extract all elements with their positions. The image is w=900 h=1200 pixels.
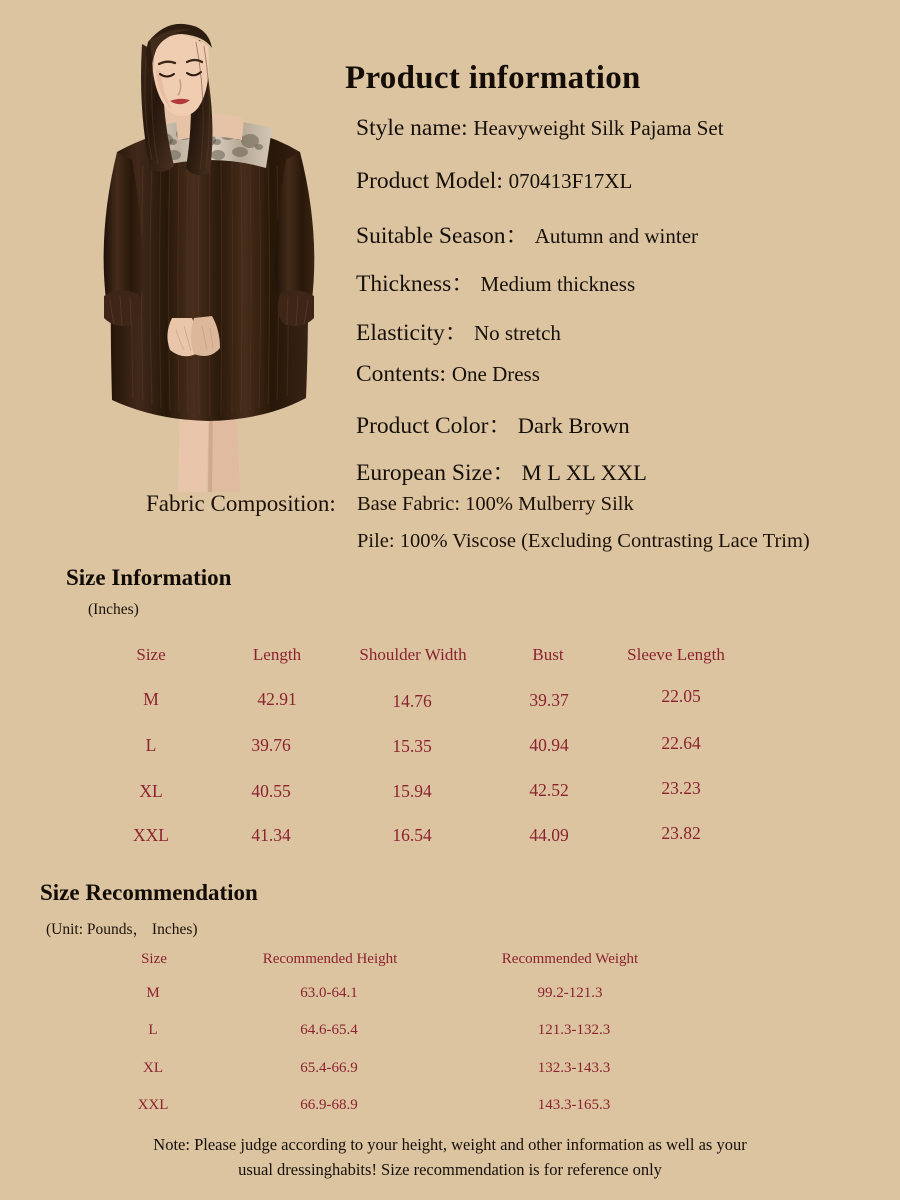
table-header-cell: Length xyxy=(252,645,302,664)
spec-label: European Size： xyxy=(356,460,516,486)
fabric-pile-line: Pile: 100% Viscose (Excluding Contrasting Lace Trim) xyxy=(357,530,810,552)
table-row: 66.9-68.9 xyxy=(300,1097,358,1113)
spec-value: No stretch xyxy=(474,321,561,345)
size-recommendation-unit: (Unit: Pounds， Inches) xyxy=(46,921,198,938)
table-header-cell: Recommended Height xyxy=(262,951,398,967)
spec-thickness xyxy=(356,264,635,298)
spec-label: Thickness： xyxy=(356,271,475,297)
table-row: 22.64 xyxy=(661,733,701,753)
size-information-heading: Size Information xyxy=(66,565,232,590)
spec-value: Autumn and winter xyxy=(534,224,699,248)
fabric-base-line: Base Fabric: 100% Mulberry Silk xyxy=(357,493,634,515)
table-row: XL xyxy=(139,781,163,801)
spec-label: Style name: xyxy=(356,115,468,141)
table-row: 40.55 xyxy=(251,781,291,801)
spec-value: 070413F17XL xyxy=(508,169,633,193)
table-row: 143.3-165.3 xyxy=(537,1097,611,1113)
footer-note xyxy=(0,1132,900,1182)
table-row: 99.2-121.3 xyxy=(537,985,603,1001)
spec-european-size xyxy=(356,453,647,487)
table-row: M xyxy=(146,985,160,1001)
table-row: XL xyxy=(143,1060,163,1076)
spec-product-color xyxy=(356,406,630,440)
spec-value: Dark Brown xyxy=(517,413,630,438)
footer-note-line-2: usual dressinghabits! Size recommendation is for reference only xyxy=(238,1160,662,1179)
spec-value: Heavyweight Silk Pajama Set xyxy=(473,116,724,140)
table-row: 44.09 xyxy=(529,825,569,845)
table-row: 15.35 xyxy=(392,736,432,756)
table-header-cell: Recommended Weight xyxy=(501,951,639,967)
spec-label: Product Model: xyxy=(356,168,503,194)
footer-note-line-1: Note: Please judge according to your height, weight and other information as well as your xyxy=(153,1135,747,1154)
table-row: 23.82 xyxy=(661,823,701,843)
table-row: 40.94 xyxy=(529,735,569,755)
table-row: 121.3-132.3 xyxy=(537,1022,611,1038)
spec-style-name xyxy=(356,115,724,142)
spec-product-model xyxy=(356,168,632,195)
size-recommendation-heading: Size Recommendation xyxy=(40,880,258,905)
table-row: 64.6-65.4 xyxy=(300,1022,358,1038)
table-row: L xyxy=(145,735,157,755)
spec-value: M L XL XXL xyxy=(521,460,647,485)
model-illustration xyxy=(60,0,360,492)
table-row: 23.23 xyxy=(661,778,701,798)
table-header-cell: Bust xyxy=(532,645,564,664)
spec-value: One Dress xyxy=(451,362,540,386)
product-information-title: Product information xyxy=(345,60,641,96)
table-row: 132.3-143.3 xyxy=(537,1060,611,1076)
table-row: 14.76 xyxy=(392,691,432,711)
spec-contents xyxy=(356,361,540,388)
spec-label: Suitable Season： xyxy=(356,223,529,249)
table-header-cell: Shoulder Width xyxy=(359,645,467,664)
spec-label: Contents: xyxy=(356,361,447,387)
table-row: XXL xyxy=(133,825,169,845)
table-row: L xyxy=(148,1022,158,1038)
size-information-unit: (Inches) xyxy=(88,601,139,618)
table-row: 16.54 xyxy=(392,825,432,845)
spec-label: Product Color： xyxy=(356,413,513,439)
table-row: 65.4-66.9 xyxy=(300,1060,358,1076)
table-header-cell: Size xyxy=(141,951,167,967)
fabric-composition-label: Fabric Composition: xyxy=(146,491,336,516)
table-header-cell: Sleeve Length xyxy=(627,645,725,664)
table-row: 42.91 xyxy=(257,689,297,709)
table-row: 42.52 xyxy=(529,780,569,800)
spec-elasticity xyxy=(356,313,561,347)
table-row: 22.05 xyxy=(661,686,701,706)
spec-suitable-season xyxy=(356,216,698,250)
table-row: 41.34 xyxy=(251,825,291,845)
product-photo xyxy=(60,0,360,492)
spec-value: Medium thickness xyxy=(480,272,636,296)
table-row: 39.37 xyxy=(529,690,569,710)
table-row: 15.94 xyxy=(392,781,432,801)
table-row: M xyxy=(143,689,159,709)
table-row: XXL xyxy=(137,1097,169,1113)
table-header-cell: Size xyxy=(136,645,166,664)
table-row: 39.76 xyxy=(251,735,291,755)
table-row: 63.0-64.1 xyxy=(300,985,358,1001)
spec-label: Elasticity： xyxy=(356,320,469,346)
